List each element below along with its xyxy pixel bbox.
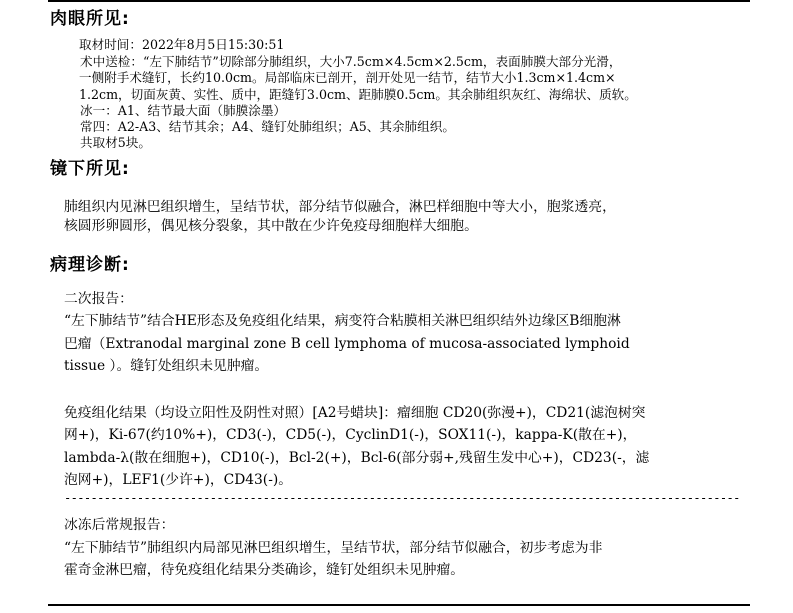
gross-heading: 肉眼所见: [50, 9, 130, 29]
gross-line: 共取材5块。 [80, 135, 151, 150]
gross-line: 常四：A2-A3、结节其余；A4、缝钉处肺组织；A5、其余肺组织。 [80, 119, 455, 134]
second-report-line: “左下肺结节”结合HE形态及免疫组化结果，病变符合粘膜相关淋巴组织结外边缘区B细胞淋 [64, 313, 621, 329]
ihc-line: 免疫组化结果（均设立阳性及阴性对照）[A2号蜡块]：瘤细胞 CD20(弥漫+)，CD21(滤泡树突 [64, 405, 646, 421]
bottom-rule [48, 604, 750, 606]
gross-line: 冰一：A1、结节最大面（肺膜涂墨） [80, 103, 287, 118]
micro-line: 核圆形卵圆形，偶见核分裂象，其中散在少许免疫母细胞样大细胞。 [64, 218, 478, 234]
second-report-line: tissue ）。缝钉处组织未见肿瘤。 [64, 358, 269, 374]
gross-line: 一侧附手术缝钉，长约10.0cm。局部临床已剖开，剖开处见一结节，结节大小1.3cm×1.4cm× [79, 70, 616, 85]
gross-line: 取材时间：2022年8月5日15:30:51 [79, 37, 285, 52]
ihc-line: 网+)，Ki-67(约10%+)，CD3(-)，CD5(-)，CyclinD1(-)，SOX11(-)，kappa-K(散在+)， [64, 427, 637, 443]
second-report-title: 二次报告： [64, 291, 133, 307]
ihc-line: 泡网+)，LEF1(少许+)，CD43(-)。 [64, 472, 293, 488]
micro-heading: 镜下所见: [50, 159, 130, 179]
gross-line: 术中送检：“左下肺结节”切除部分肺组织，大小7.5cm×4.5cm×2.5cm，表面肺膜大部分光滑， [80, 54, 622, 69]
second-report-line: 巴瘤（Extranodal marginal zone B cell lymphoma of mucosa-associated lymphoid [64, 336, 630, 352]
gross-line: 1.2cm，切面灰黄、实性、质中，距缝钉3.0cm、距肺膜0.5cm。其余肺组织灰红、海绵状、质软。 [79, 87, 637, 102]
frozen-report-line: “左下肺结节”肺组织内局部见淋巴组织增生，呈结节状，部分结节似融合，初步考虑为非 [64, 540, 603, 556]
section-separator: ------------------------------------------------------------------------------------------------------ [64, 491, 740, 505]
micro-line: 肺组织内见淋巴组织增生，呈结节状，部分结节似融合，淋巴样细胞中等大小，胞浆透亮， [64, 199, 616, 215]
frozen-report-title: 冰冻后常规报告： [64, 517, 175, 533]
top-rule [48, 0, 750, 2]
frozen-report-line: 霍奇金淋巴瘤，待免疫组化结果分类确诊，缝钉处组织未见肿瘤。 [64, 562, 465, 578]
ihc-line: lambda-λ(散在细胞+)，CD10(-)，Bcl-2(+)，Bcl-6(部分弱+,残留生发中心+)，CD23(-，滤 [64, 450, 650, 466]
diagnosis-heading: 病理诊断: [50, 255, 130, 275]
